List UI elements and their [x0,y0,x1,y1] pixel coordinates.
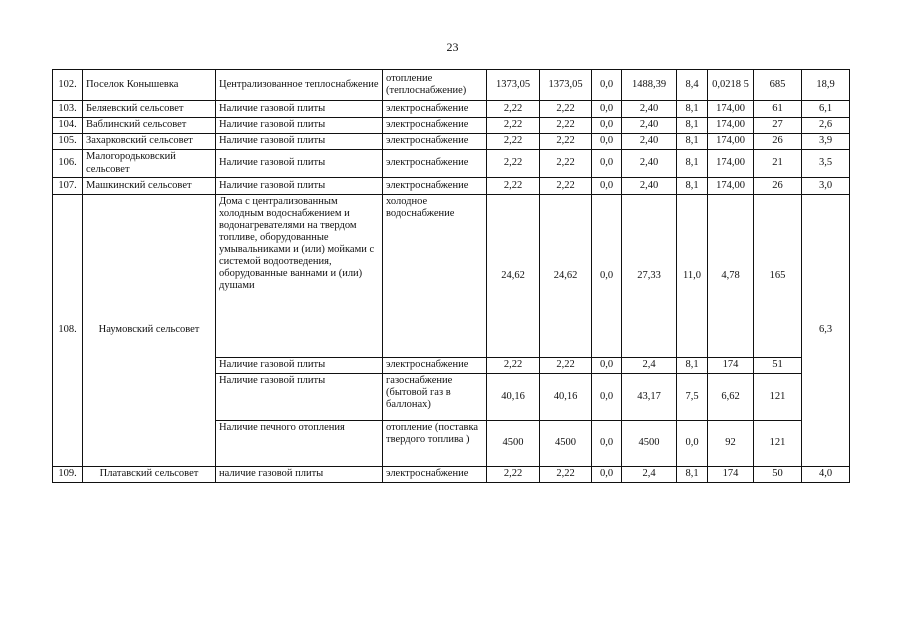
value-cell: 21 [754,150,802,178]
service-cell: электроснабжение [383,150,487,178]
value-cell: 2,22 [540,178,592,195]
condition-cell: Наличие газовой плиты [216,118,383,134]
value-cell: 27 [754,118,802,134]
settlement-cell: Захарковский сельсовет [83,134,216,150]
value-cell: 4500 [622,421,677,467]
condition-cell: наличие газовой плиты [216,467,383,483]
settlement-cell: Наумовский сельсовет [83,195,216,467]
value-cell: 61 [754,101,802,118]
value-cell: 0,0 [592,421,622,467]
service-cell: электроснабжение [383,118,487,134]
service-cell: электроснабжение [383,178,487,195]
condition-cell: Централизованное теплоснабжение [216,70,383,101]
condition-cell: Наличие газовой плиты [216,374,383,421]
value-cell: 121 [754,421,802,467]
value-cell: 0,0 [592,134,622,150]
table-row [53,70,850,101]
value-cell: 174 [708,358,754,374]
value-cell: 0,0 [592,118,622,134]
value-cell: 0,0 [592,358,622,374]
value-cell: 26 [754,134,802,150]
value-cell: 6,3 [802,195,850,467]
value-cell: 8,1 [677,467,708,483]
value-cell: 51 [754,358,802,374]
service-cell: электроснабжение [383,358,487,374]
condition-cell: Наличие газовой плиты [216,178,383,195]
value-cell: 2,40 [622,150,677,178]
value-cell: 1488,39 [622,70,677,101]
service-cell: газоснабжение (бытовой газ в баллонах) [383,374,487,421]
value-cell: 4500 [540,421,592,467]
table-row [53,118,850,134]
row-number-cell: 107. [53,178,83,195]
value-cell: 174,00 [708,134,754,150]
value-cell: 4,0 [802,467,850,483]
value-cell: 0,0 [677,421,708,467]
value-cell: 8,1 [677,134,708,150]
value-cell: 6,62 [708,374,754,421]
value-cell: 7,5 [677,374,708,421]
value-cell: 0,0 [592,467,622,483]
value-cell: 0,0 [592,374,622,421]
settlement-cell: Платавский сельсовет [83,467,216,483]
value-cell: 685 [754,70,802,101]
value-cell: 3,9 [802,134,850,150]
value-cell: 40,16 [540,374,592,421]
value-cell: 0,0 [592,70,622,101]
value-cell: 2,4 [622,358,677,374]
table-row [53,134,850,150]
service-cell: электроснабжение [383,134,487,150]
value-cell: 8,1 [677,178,708,195]
tariff-table [52,69,850,483]
value-cell: 2,22 [487,134,540,150]
value-cell: 8,1 [677,150,708,178]
value-cell: 26 [754,178,802,195]
settlement-cell: Малогородьковский сельсовет [83,150,216,178]
settlement-cell: Ваблинский сельсовет [83,118,216,134]
row-number-cell: 105. [53,134,83,150]
value-cell: 50 [754,467,802,483]
value-cell: 2,22 [487,178,540,195]
value-cell: 8,1 [677,358,708,374]
table-row [53,101,850,118]
value-cell: 92 [708,421,754,467]
row-number-cell: 103. [53,101,83,118]
value-cell: 2,22 [540,358,592,374]
page-number: 23 [446,40,459,54]
table-row [53,195,850,358]
value-cell: 2,22 [540,134,592,150]
condition-cell: Наличие газовой плиты [216,150,383,178]
value-cell: 24,62 [487,195,540,358]
service-cell: отопление (поставка твердого топлива ) [383,421,487,467]
value-cell: 174,00 [708,150,754,178]
value-cell: 2,22 [487,150,540,178]
value-cell: 0,0218 5 [708,70,754,101]
settlement-cell: Поселок Конышевка [83,70,216,101]
service-cell: электроснабжение [383,101,487,118]
value-cell: 0,0 [592,195,622,358]
value-cell: 27,33 [622,195,677,358]
table-row [53,178,850,195]
value-cell: 6,1 [802,101,850,118]
table-row [53,150,850,178]
service-cell: электроснабжение [383,467,487,483]
service-cell: отопление (теплоснабжение) [383,70,487,101]
value-cell: 2,40 [622,178,677,195]
settlement-cell: Машкинский сельсовет [83,178,216,195]
value-cell: 2,22 [540,101,592,118]
value-cell: 174 [708,467,754,483]
value-cell: 4500 [487,421,540,467]
row-number-cell: 102. [53,70,83,101]
condition-cell: Наличие газовой плиты [216,358,383,374]
value-cell: 2,22 [540,118,592,134]
value-cell: 3,0 [802,178,850,195]
condition-cell: Наличие печного отопления [216,421,383,467]
value-cell: 2,22 [487,358,540,374]
value-cell: 8,4 [677,70,708,101]
value-cell: 2,22 [487,467,540,483]
condition-cell: Наличие газовой плиты [216,101,383,118]
settlement-cell: Беляевский сельсовет [83,101,216,118]
value-cell: 43,17 [622,374,677,421]
value-cell: 2,40 [622,134,677,150]
value-cell: 2,22 [487,118,540,134]
value-cell: 0,0 [592,178,622,195]
table-row [53,467,850,483]
value-cell: 4,78 [708,195,754,358]
row-number-cell: 104. [53,118,83,134]
value-cell: 8,1 [677,118,708,134]
value-cell: 2,22 [540,467,592,483]
condition-cell: Наличие газовой плиты [216,134,383,150]
value-cell: 1373,05 [540,70,592,101]
value-cell: 0,0 [592,101,622,118]
value-cell: 2,4 [622,467,677,483]
value-cell: 18,9 [802,70,850,101]
value-cell: 2,40 [622,118,677,134]
value-cell: 165 [754,195,802,358]
value-cell: 3,5 [802,150,850,178]
value-cell: 174,00 [708,118,754,134]
value-cell: 2,22 [487,101,540,118]
service-cell: холодное водоснабжение [383,195,487,358]
value-cell: 121 [754,374,802,421]
value-cell: 11,0 [677,195,708,358]
row-number-cell: 108. [53,195,83,467]
value-cell: 24,62 [540,195,592,358]
row-number-cell: 106. [53,150,83,178]
value-cell: 2,22 [540,150,592,178]
value-cell: 8,1 [677,101,708,118]
value-cell: 174,00 [708,101,754,118]
value-cell: 0,0 [592,150,622,178]
value-cell: 174,00 [708,178,754,195]
value-cell: 1373,05 [487,70,540,101]
value-cell: 2,6 [802,118,850,134]
row-number-cell: 109. [53,467,83,483]
value-cell: 2,40 [622,101,677,118]
value-cell: 40,16 [487,374,540,421]
condition-cell: Дома с централизованным холодным водоснабжением и водонагревателями на твердом топливе, оборудованные умывальниками и (или) мойками с системой водоотведения, оборудованные ваннами и (или) душами [216,195,383,358]
